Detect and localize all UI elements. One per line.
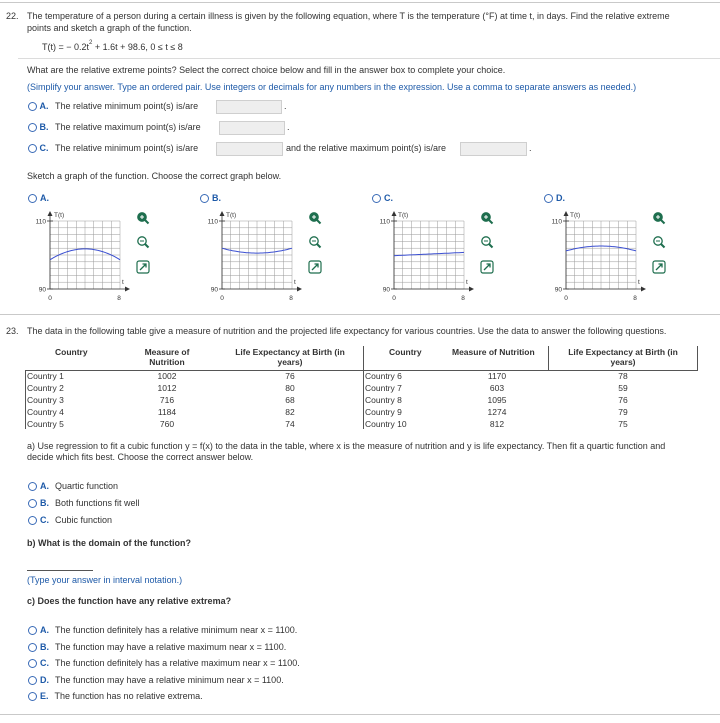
x-axis-arrow: [297, 287, 302, 292]
radio-button[interactable]: [28, 676, 37, 685]
y-axis-label: T(t): [54, 212, 65, 219]
answer-box-a[interactable]: [216, 100, 282, 114]
table-cell: 1002: [157, 371, 177, 381]
y-axis-arrow: [220, 211, 225, 216]
zoom-out-icon[interactable]: [308, 235, 322, 249]
table-cell: Country 10: [365, 419, 407, 429]
option-text: The relative minimum point(s) is/are: [55, 101, 199, 111]
table-rule: [363, 346, 364, 429]
question-text: What are the relative extreme points? Select the correct choice below and fill in the answer box to complete your choice.: [27, 65, 506, 75]
x-axis-label: t: [294, 279, 296, 286]
expand-icon[interactable]: [652, 260, 666, 274]
table-cell: 75: [618, 419, 628, 429]
x-axis-label: t: [638, 279, 640, 286]
option-text: Quartic function: [55, 481, 119, 491]
table-cell: 1095: [487, 395, 507, 405]
part-c-option-b[interactable]: [28, 642, 286, 652]
table-cell: 603: [489, 383, 505, 393]
option-letter: A.: [40, 625, 49, 635]
table-header: Measure of Nutrition: [144, 347, 190, 367]
table-cell: Country 2: [27, 383, 64, 393]
equation-right: + 1.6t + 98.6, 0 ≤ t ≤ 8: [92, 42, 183, 52]
y-axis-label: T(t): [398, 212, 409, 219]
radio-button[interactable]: [28, 482, 37, 491]
option-text-2: and the relative maximum point(s) is/are: [286, 143, 447, 153]
option-letter: C.: [384, 193, 393, 203]
part-a-option-b[interactable]: [28, 498, 140, 508]
x-tick-label-left: 0: [220, 295, 224, 302]
option-letter: A.: [39, 101, 49, 111]
table-cell: 80: [285, 383, 295, 393]
part-c-option-e[interactable]: [28, 691, 203, 701]
table-cell: 1274: [487, 407, 507, 417]
x-tick-label-left: 0: [48, 295, 52, 302]
zoom-out-icon[interactable]: [136, 235, 150, 249]
x-tick-label-right: 8: [461, 295, 465, 302]
table-cell: 1170: [487, 371, 507, 381]
graph-option-label[interactable]: [544, 193, 565, 203]
table-cell: Country 3: [27, 395, 64, 405]
table-cell: Country 4: [27, 407, 64, 417]
table-cell: 76: [285, 371, 295, 381]
radio-button[interactable]: [28, 499, 37, 508]
answer-box-b[interactable]: [219, 121, 285, 135]
part-b-hint: (Type your answer in interval notation.): [27, 575, 183, 585]
table-cell: Country 6: [365, 371, 402, 381]
x-tick-label-left: 0: [392, 295, 396, 302]
domain-answer-input[interactable]: [27, 561, 93, 571]
option-letter: D.: [556, 193, 565, 203]
x-axis-arrow: [125, 287, 130, 292]
y-axis-arrow: [564, 211, 569, 216]
radio-button[interactable]: [28, 516, 37, 525]
y-axis-arrow: [48, 211, 53, 216]
radio-button[interactable]: [200, 194, 209, 203]
radio-button[interactable]: [544, 194, 553, 203]
y-axis-label: T(t): [226, 212, 237, 219]
radio-button[interactable]: [28, 643, 37, 652]
part-c-prompt: c) Does the function have any relative extrema?: [27, 596, 232, 606]
part-a-prompt: a) Use regression to fit a cubic function y = f(x) to the data in the table, where x is the measure of nutrition and y is life expectancy. Then fit a quartic function and: [27, 441, 666, 451]
radio-button[interactable]: [28, 692, 37, 701]
period: .: [284, 101, 287, 111]
option-letter: B.: [212, 193, 221, 203]
y-axis-label: T(t): [570, 212, 581, 219]
option-c[interactable]: [28, 143, 198, 153]
question-number: 23.: [6, 326, 19, 336]
table-cell: 59: [618, 383, 628, 393]
option-letter: B.: [40, 641, 49, 652]
graph-svg: [30, 205, 140, 305]
table-rule: [25, 370, 26, 429]
table-header: Country: [55, 347, 88, 357]
equation: [42, 42, 183, 52]
top-divider: [0, 2, 720, 3]
x-tick-label-right: 8: [117, 295, 121, 302]
zoom-in-icon[interactable]: [308, 211, 322, 225]
part-a-option-a[interactable]: [28, 481, 118, 491]
table-cell: 82: [285, 407, 295, 417]
equation-exponent: 2: [89, 40, 93, 46]
radio-button[interactable]: [28, 626, 37, 635]
section-divider: [18, 58, 720, 59]
zoom-in-icon[interactable]: [652, 211, 666, 225]
x-tick-label-right: 8: [633, 295, 637, 302]
option-text: The function has no relative extrema.: [54, 691, 203, 701]
option-letter: E.: [40, 691, 49, 701]
option-text: The relative minimum point(s) is/are: [55, 143, 199, 153]
table-rule: [697, 346, 698, 371]
table-header: Life Expectancy at Birth (in years): [235, 347, 345, 367]
sketch-prompt: Sketch a graph of the function. Choose the correct graph below.: [27, 171, 282, 181]
option-letter: C.: [40, 658, 49, 668]
table-header: Country: [389, 347, 422, 357]
question-prompt: The data in the following table give a measure of nutrition and the projected life expectancy for various countries. Use the data to answer the following questions.: [27, 326, 667, 336]
radio-button[interactable]: [372, 194, 381, 203]
period: .: [287, 122, 290, 132]
equation-left: T(t) = − 0.2t: [42, 42, 90, 52]
x-tick-label-left: 0: [564, 295, 568, 302]
part-c-option-d[interactable]: [28, 675, 284, 685]
answer-box-c-max[interactable]: [460, 142, 527, 156]
table-cell: Country 5: [27, 419, 64, 429]
graph-option-label[interactable]: [200, 193, 221, 203]
part-a-prompt-line2: decide which fits best. Choose the correct answer below.: [27, 452, 254, 462]
option-letter: A.: [40, 481, 49, 491]
y-tick-label-bottom: 90: [554, 286, 562, 294]
zoom-in-icon[interactable]: [480, 211, 494, 225]
y-tick-label-bottom: 90: [382, 286, 390, 294]
radio-button[interactable]: [28, 144, 37, 153]
option-letter: A.: [40, 193, 49, 203]
option-text: Cubic function: [55, 515, 113, 525]
y-tick-label-top: 110: [551, 218, 562, 226]
graph-option-label[interactable]: [372, 193, 393, 203]
question-divider: [0, 314, 720, 315]
option-letter: C.: [39, 143, 49, 153]
option-a[interactable]: [28, 101, 198, 111]
table-cell: 68: [285, 395, 295, 405]
expand-icon[interactable]: [308, 260, 322, 274]
option-letter: C.: [40, 515, 49, 525]
answer-box-c-min[interactable]: [216, 142, 283, 156]
table-cell: 716: [159, 395, 175, 405]
graph-svg: [202, 205, 312, 305]
radio-button[interactable]: [28, 102, 37, 111]
option-text: The function may have a relative minimum near x = 1100.: [55, 674, 284, 685]
question-number: 22.: [6, 11, 19, 21]
option-letter: D.: [40, 674, 49, 685]
x-tick-label-right: 8: [289, 295, 293, 302]
part-c-option-a[interactable]: [28, 625, 297, 635]
table-cell: 760: [159, 419, 175, 429]
x-axis-arrow: [469, 287, 474, 292]
graph-svg: [374, 205, 484, 305]
table-cell: 79: [618, 407, 628, 417]
y-tick-label-bottom: 90: [210, 286, 218, 294]
radio-button[interactable]: [28, 659, 37, 668]
table-cell: 812: [489, 419, 505, 429]
table-cell: Country 8: [365, 395, 402, 405]
graph-option-label[interactable]: [28, 193, 49, 203]
y-tick-label-top: 110: [207, 218, 218, 226]
table-rule: [548, 346, 549, 371]
question-prompt-line2: points and sketch a graph of the function.: [27, 23, 192, 33]
radio-button[interactable]: [28, 123, 37, 132]
table-cell: 1184: [157, 407, 177, 417]
x-axis-arrow: [641, 287, 646, 292]
y-tick-label-top: 110: [35, 218, 46, 226]
option-text: The function definitely has a relative minimum near x = 1100.: [55, 625, 298, 635]
bottom-divider: [0, 714, 720, 715]
table-cell: Country 1: [27, 371, 64, 381]
x-axis-label: t: [122, 279, 124, 286]
option-letter: B.: [40, 498, 49, 508]
graph-svg: [546, 205, 656, 305]
table-cell: 1012: [157, 383, 177, 393]
table-cell: Country 7: [365, 383, 402, 393]
table-cell: 76: [618, 395, 628, 405]
zoom-in-icon[interactable]: [136, 211, 150, 225]
expand-icon[interactable]: [136, 260, 150, 274]
question-prompt: The temperature of a person during a certain illness is given by the following equation, where T is the temperature (°F) at time t, in days. Find the relative extreme: [27, 11, 670, 21]
zoom-out-icon[interactable]: [652, 235, 666, 249]
radio-button[interactable]: [28, 194, 37, 203]
part-c-option-c[interactable]: [28, 658, 300, 668]
y-tick-label-top: 110: [379, 218, 390, 226]
y-tick-label-bottom: 90: [38, 286, 46, 294]
table-cell: Country 9: [365, 407, 402, 417]
table-header: Life Expectancy at Birth (in years): [568, 347, 678, 367]
option-text: The relative maximum point(s) is/are: [55, 122, 201, 132]
table-cell: 78: [618, 371, 628, 381]
x-axis-label: t: [466, 279, 468, 286]
option-text: Both functions fit well: [55, 498, 140, 508]
table-cell: 74: [285, 419, 295, 429]
option-letter: B.: [39, 122, 49, 132]
zoom-out-icon[interactable]: [480, 235, 494, 249]
part-b-prompt: b) What is the domain of the function?: [27, 538, 191, 548]
period: .: [529, 143, 532, 153]
answer-hint: (Simplify your answer. Type an ordered pair. Use integers or decimals for any numbers in the expression. Use a comma to separate answers as needed.): [27, 82, 637, 92]
expand-icon[interactable]: [480, 260, 494, 274]
part-a-option-c[interactable]: [28, 515, 112, 525]
y-axis-arrow: [392, 211, 397, 216]
table-header: Measure of Nutrition: [452, 347, 535, 357]
option-text: The function may have a relative maximum near x = 1100.: [55, 641, 287, 652]
option-text: The function definitely has a relative maximum near x = 1100.: [55, 658, 300, 668]
option-b[interactable]: [28, 122, 201, 132]
